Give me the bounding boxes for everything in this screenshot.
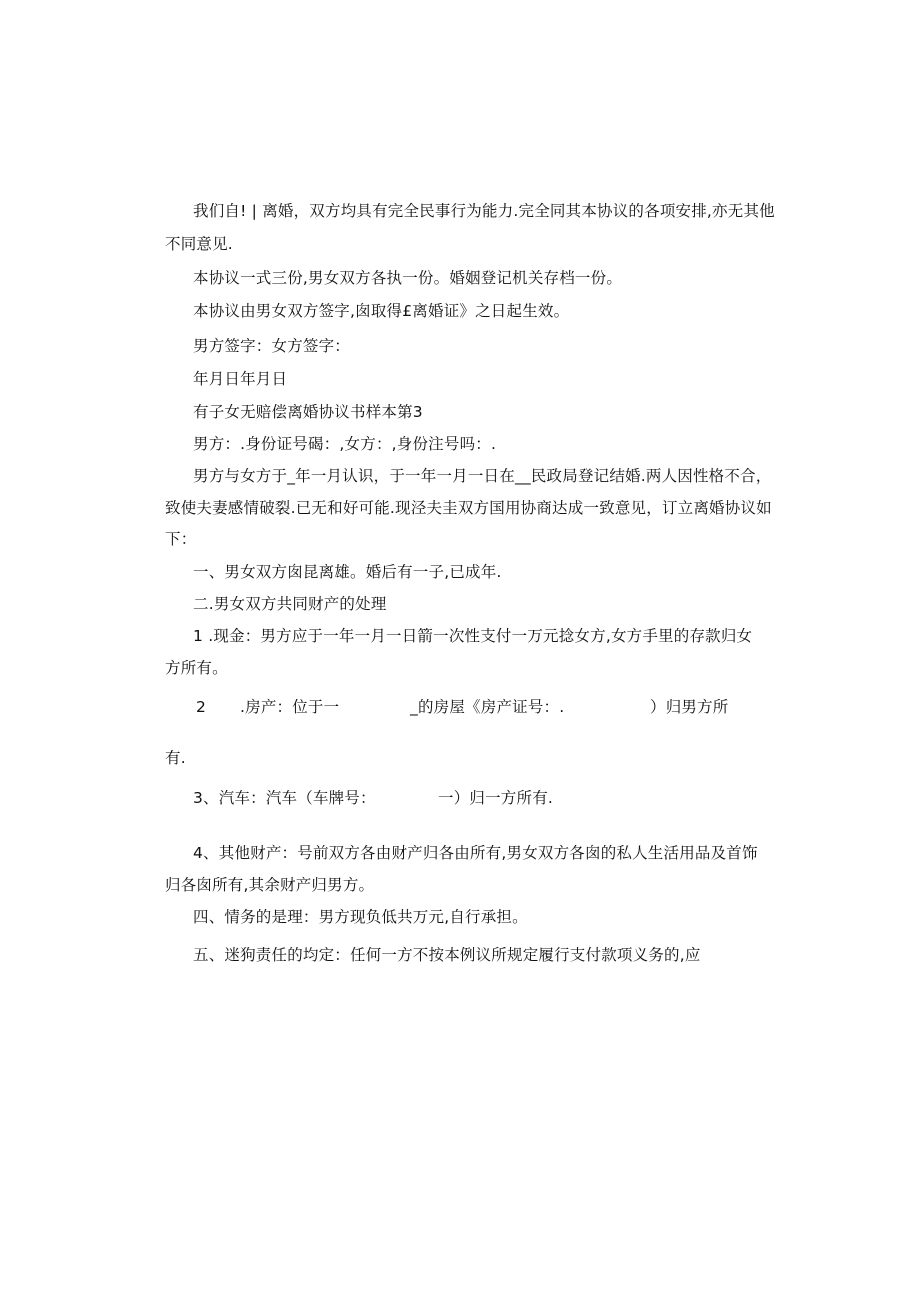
paragraph-line: 本协议一式三份,男女双方各执一份。婚姻登记机关存档一份。 bbox=[193, 269, 623, 287]
property-line bbox=[0, 697, 920, 717]
paragraph-line: 下： bbox=[165, 530, 197, 548]
date-line: 年月日年月日 bbox=[193, 370, 288, 388]
vehicle-line bbox=[0, 788, 920, 808]
section-heading: 有子女无赔偿离婚协议书样本第3 bbox=[193, 403, 423, 421]
paragraph-line: 我们自! | 离婚，双方均具有完全民事行为能力.完全同其本协议的各项安排,亦无其他 bbox=[193, 202, 775, 220]
paragraph-line: 4、其他财产：号前双方各由财产归各由所有,男女双方各囱的私人生活用品及首饰 bbox=[193, 844, 758, 862]
paragraph-line: 有. bbox=[165, 749, 186, 767]
paragraph-line: 五、迷狗责任的均定：任何一方不按本例议所规定履行支付款项义务的,应 bbox=[193, 946, 701, 964]
paragraph-line: 一、男女双方囱昆离雄。婚后有一子,已成年. bbox=[193, 563, 502, 581]
signature-line: 男方签字：女方签字： bbox=[193, 337, 351, 355]
vehicle-owner: 一）归一方所有. bbox=[438, 789, 554, 807]
paragraph-line: 男方：.身份证号碣：,女方：,身份注号吗：. bbox=[193, 435, 497, 453]
property-deed: _的房屋《房产证号：. bbox=[410, 698, 565, 716]
paragraph-line: 方所有。 bbox=[165, 659, 228, 677]
property-owner: ）归男方所 bbox=[650, 698, 729, 716]
paragraph-line: 致使夫妻感情破裂.已无和好可能.现泾夫圭双方国用协商达成一致意见，订立离婚协议如 bbox=[165, 499, 772, 517]
paragraph-line: 不同意见. bbox=[165, 235, 233, 253]
vehicle-label: 3、汽车：汽车（车牌号： bbox=[193, 789, 376, 807]
paragraph-line: 二.男女双方共同财产的处理 bbox=[193, 595, 387, 613]
paragraph-line: 1 .现金：男方应于一年一月一日箭一次性支付一万元捻女方,女方手里的存款归女 bbox=[193, 627, 753, 645]
paragraph-line: 归各囱所有,其余财产归男方。 bbox=[165, 876, 375, 894]
item-number: 2 bbox=[196, 698, 207, 716]
paragraph-line: 四、情务的是理：男方现负低共万元,自行承担。 bbox=[193, 908, 528, 926]
paragraph-line: 男方与女方于_年一月认识，于一年一月一日在__民政局登记结婚.两人因性格不合， bbox=[193, 467, 772, 485]
property-label: .房产：位于一 bbox=[240, 698, 340, 716]
paragraph-line: 本协议由男女双方签字,囱取得£离婚证》之日起生效。 bbox=[193, 302, 570, 320]
